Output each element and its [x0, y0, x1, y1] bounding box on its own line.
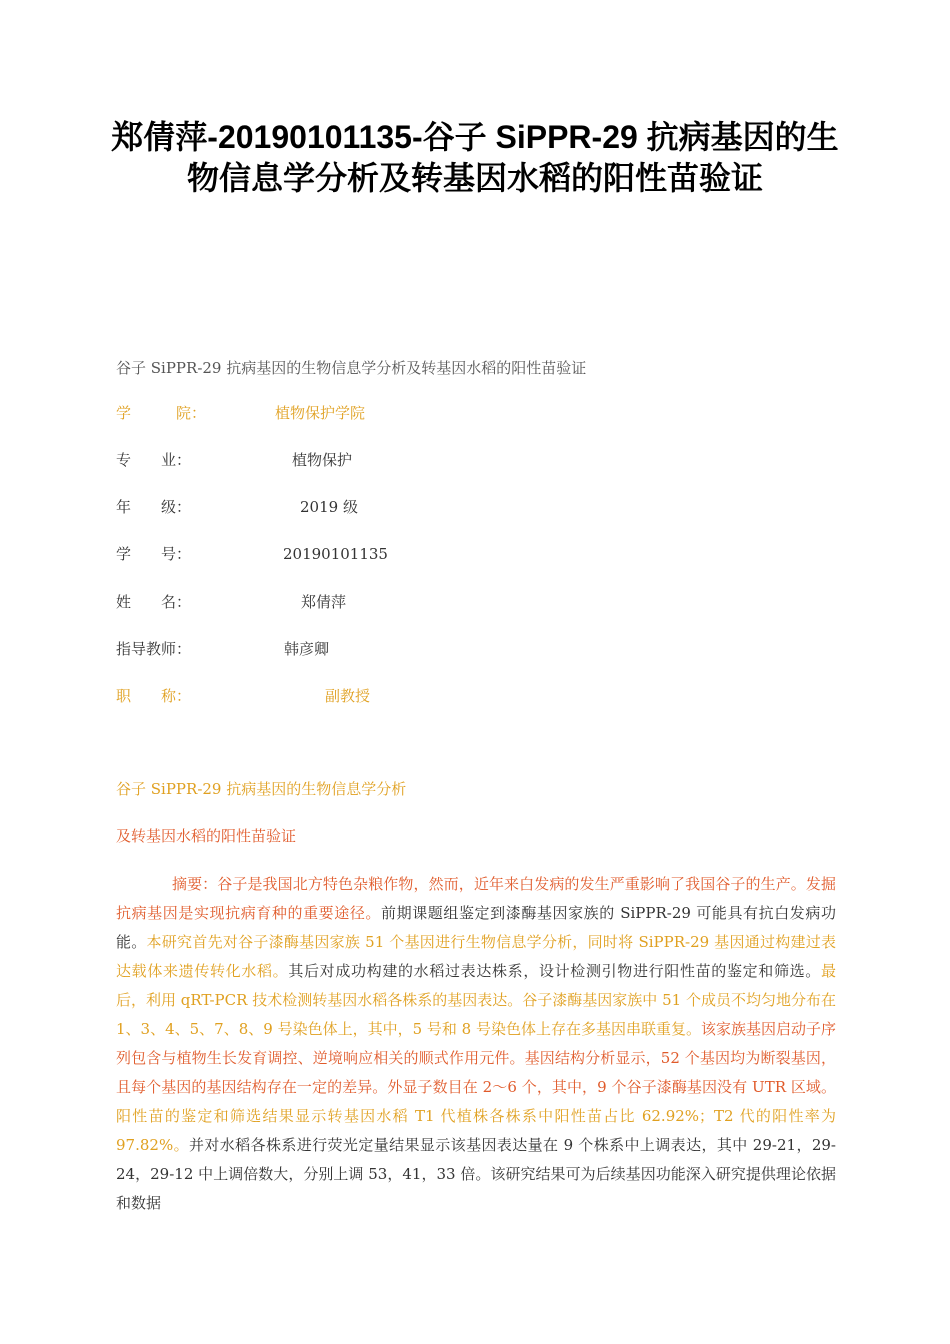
abstract-segment: 其后对成功构建的水稻过表达株系，设计检测引物进行阳性苗的鉴定和筛选。	[288, 962, 821, 980]
info-value: 韩彦卿	[284, 640, 330, 658]
info-value: 郑倩萍	[301, 593, 347, 611]
info-value: 植物保护学院	[275, 404, 366, 422]
info-value: 植物保护	[292, 451, 353, 469]
info-label: 指导教师：	[116, 640, 192, 658]
info-value: 副教授	[325, 687, 371, 705]
abstract-segment: 前期课题组鉴定到漆酶基因家族的 SiPPR-29 可能具有抗白发病功能。	[116, 904, 836, 951]
abstract-segment: 并对水稻各株系进行荧光定量结果显示该基因表达量在 9 个株系中上调表达，其中 29-21，29-24，29-12 中上调倍数大，分别上调 53，41，33 倍。该研究结果可为后续基因功能深入研究提供理论依据和数据	[116, 1136, 836, 1212]
section-title-2: 及转基因水稻的阳性苗验证	[116, 827, 297, 845]
info-label: 学 院：	[116, 404, 207, 422]
info-label: 学 号：	[116, 545, 192, 563]
info-value: 2019 级	[300, 498, 358, 516]
info-label: 年 级：	[116, 498, 192, 516]
abstract-segment: 阳性苗的鉴定和筛选结果显示转基因水稻 T1 代植株各株系中阳性苗占比 62.92%；T2 代的阳性率为 97.82%。	[116, 1107, 836, 1154]
document-subtitle: 谷子 SiPPR-29 抗病基因的生物信息学分析及转基因水稻的阳性苗验证	[116, 359, 587, 377]
abstract-segment: 本研究首先对谷子漆酶基因家族 51 个基因进行生物信息学分析，同时将 SiPPR-29 基因通过构建过表达载体来遗传转化水稻。	[116, 933, 836, 980]
abstract-paragraph	[116, 870, 836, 1218]
abstract-segment: 最后，利用 qRT-PCR 技术检测转基因水稻各株系的基因表达。谷子漆酶基因家族中 51 个成员不均匀地分布在 1、3、4、5、7、8、9 号染色体上，其中，5 号和 8 号染色体上存在多基因串联重复。	[116, 962, 836, 1038]
info-value: 20190101135	[283, 545, 388, 563]
info-label: 姓 名：	[116, 593, 192, 611]
section-title-1: 谷子 SiPPR-29 抗病基因的生物信息学分析	[116, 780, 407, 798]
info-label: 专 业：	[116, 451, 192, 469]
abstract-segment: 摘要：谷子是我国北方特色杂粮作物，然而，近年来白发病的发生严重影响了我国谷子的生产。发掘抗病基因是实现抗病育种的重要途径。	[116, 875, 836, 922]
info-label: 职 称：	[116, 687, 192, 705]
document-title: 郑倩萍-20190101135-谷子 SiPPR-29 抗病基因的生物信息学分析及转基因水稻的阳性苗验证	[111, 119, 839, 196]
abstract-segment: 该家族基因启动子序列包含与植物生长发育调控、逆境响应相关的顺式作用元件。基因结构分析显示，52 个基因均为断裂基因，且每个基因的基因结构存在一定的差异。外显子数目在 2～6 个，其中，9 个谷子漆酶基因没有 UTR 区域。	[116, 1020, 836, 1096]
